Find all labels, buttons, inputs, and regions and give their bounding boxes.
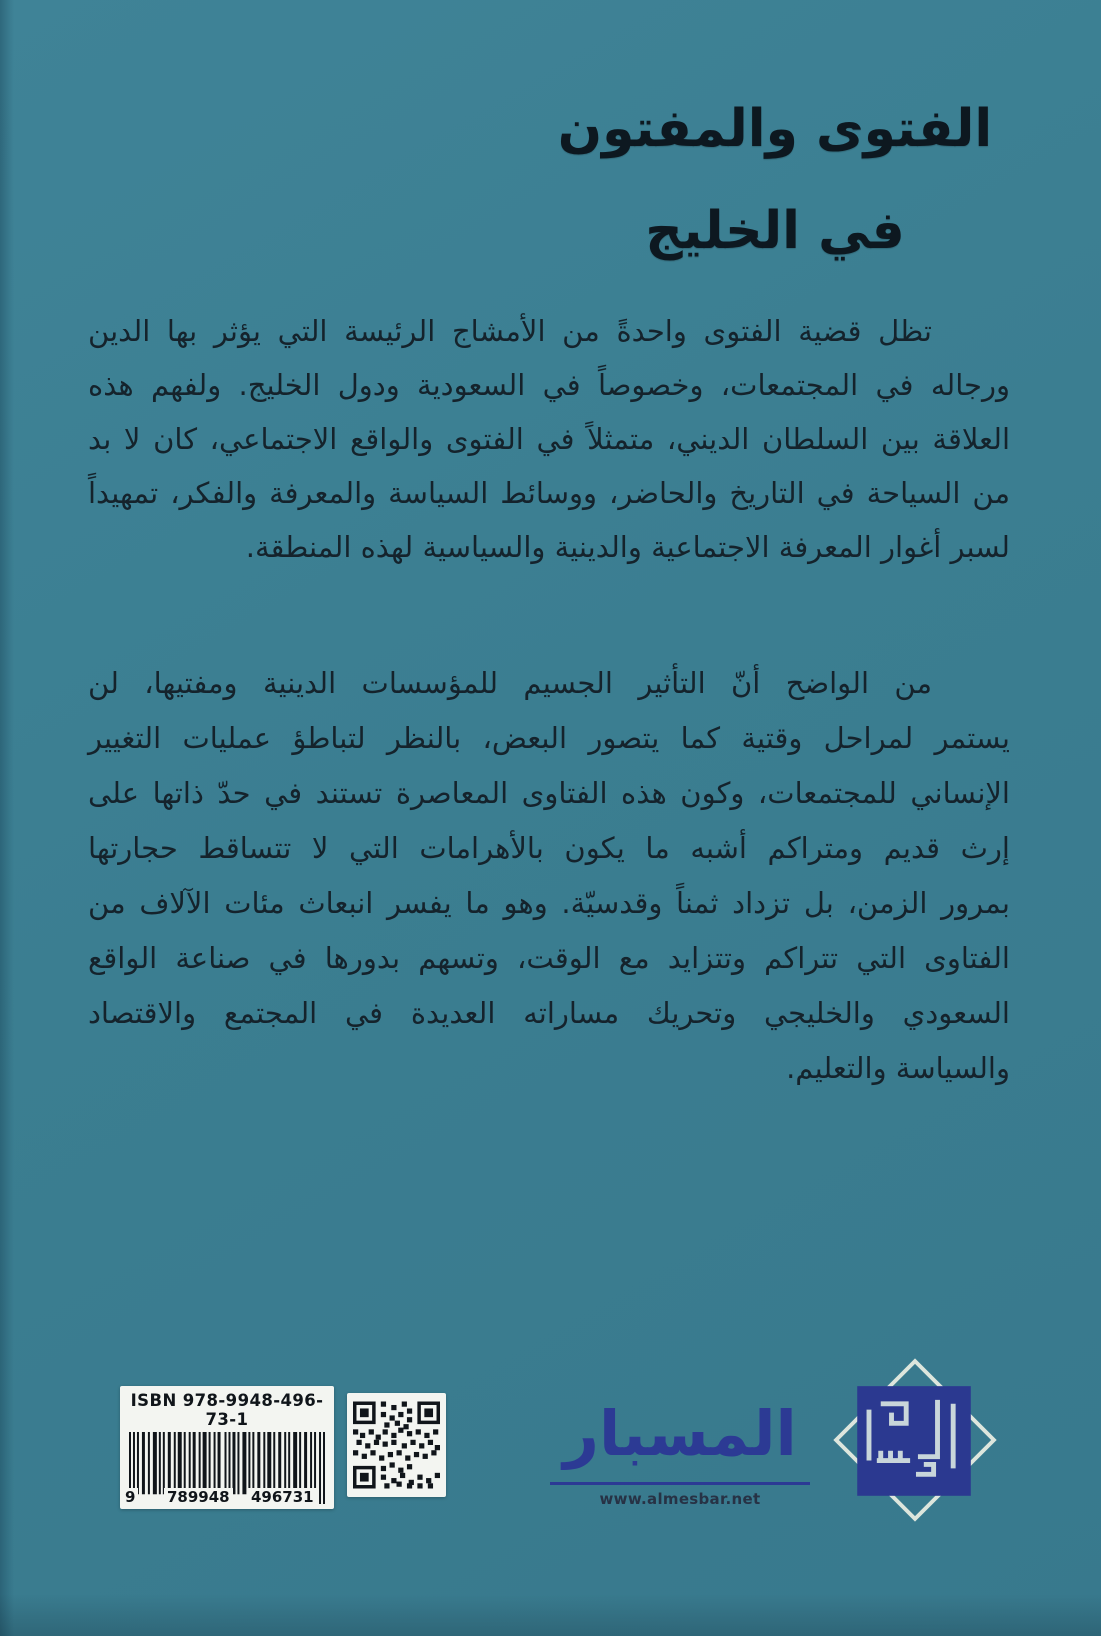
barcode-digit-group: 9 xyxy=(122,1488,138,1507)
isbn-number: ISBN 978-9948-496-73-1 xyxy=(130,1391,324,1429)
body-line: العلاقة بين السلطان الديني، متمثلاً في الفتوى والواقع الاجتماعي، كان لا بد xyxy=(88,422,1010,456)
title-line-1: الفتوى والمفتون xyxy=(557,99,993,159)
body-line: يستمر لمراحل وقتية كما يتصور البعض، بالنظر لتباطؤ عمليات التغيير xyxy=(88,721,1010,755)
page-bottom-shadow xyxy=(0,1594,1101,1636)
publisher-logo-mark-icon xyxy=(822,1347,1008,1533)
publisher-website: www.almesbar.net xyxy=(599,1489,761,1508)
barcode-digit-group: 496731 xyxy=(248,1488,317,1507)
body-line: بمرور الزمن، بل تزداد ثمناً وقدسيّة. وهو ما يفسر انبعاث مئات الآلاف من xyxy=(88,886,1010,920)
body-line: من السياحة في التاريخ والحاضر، ووسائط السياسة والمعرفة والفكر، تمهيداً xyxy=(88,476,1010,510)
body-line: ورجاله في المجتمعات، وخصوصاً في السعودية ودول الخليج. ولفهم هذه xyxy=(88,368,1010,402)
body-line: من الواضح أنّ التأثير الجسيم للمؤسسات الدينية ومفتيها، لن xyxy=(88,666,932,700)
body-line: إرث قديم ومتراكم أشبه ما يكون بالأهرامات التي لا تتساقط حجارتها xyxy=(88,831,1010,865)
barcode-digits xyxy=(120,1488,334,1508)
body-line: والسياسة والتعليم. xyxy=(786,1051,1010,1085)
synopsis-paragraph-1 xyxy=(88,304,1010,574)
spine-edge xyxy=(0,0,14,1636)
isbn-barcode xyxy=(120,1386,334,1509)
book-title xyxy=(545,78,1005,282)
brand-underline xyxy=(550,1482,810,1485)
body-line: تظل قضية الفتوى واحدةً من الأمشاج الرئيسة التي يؤثر بها الدين xyxy=(88,314,932,348)
synopsis-paragraph-2 xyxy=(88,656,1010,1096)
body-line: السعودي والخليجي وتحريك مساراته العديدة في المجتمع والاقتصاد xyxy=(88,996,1010,1030)
body-line: الفتاوى التي تتراكم وتتزايد مع الوقت، وتسهم بدورها في صناعة الواقع xyxy=(88,941,1010,975)
barcode-digit-group: 789948 xyxy=(164,1488,233,1507)
qr-code xyxy=(347,1393,446,1497)
publisher-wordmark: المسبار xyxy=(563,1397,797,1470)
title-line-2: في الخليج xyxy=(645,201,905,261)
qr-code-icon xyxy=(353,1399,440,1491)
body-line: الإنساني للمجتمعات، وكون هذه الفتاوى المعاصرة تستند في حدّ ذاتها على xyxy=(88,776,1010,810)
publisher-logo xyxy=(540,1388,820,1508)
body-line: لسبر أغوار المعرفة الاجتماعية والدينية والسياسية لهذه المنطقة. xyxy=(245,530,1010,564)
